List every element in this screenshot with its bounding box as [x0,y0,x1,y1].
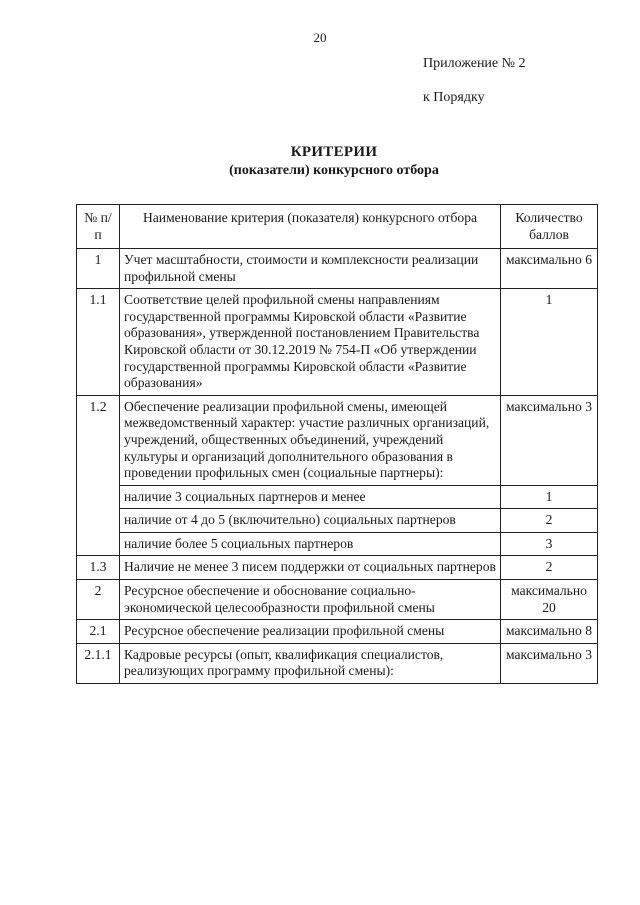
row-score: максимально 20 [501,579,598,619]
appendix-number: Приложение № 2 [423,56,526,71]
row-score: максимально 3 [501,643,598,683]
header-num: № п/п [77,205,120,249]
row-num: 2.1 [77,620,120,644]
table-row [77,289,598,395]
document-title: КРИТЕРИИ [290,144,378,160]
row-num: 1.1 [77,289,120,395]
row-name: Наличие не менее 3 писем поддержки от социальных партнеров [120,556,501,580]
row-num: 2.1.1 [77,643,120,683]
criteria-table [76,204,598,684]
page-number: 20 [313,30,327,45]
row-name: Кадровые ресурсы (опыт, квалификация специалистов, реализующих программу профильной смены): [120,643,501,683]
row-name: Соответствие целей профильной смены направлениям государственной программы Кировской области «Развитие образования», утвержденной постановлением Правительства Кировской области от 30.12.2019 № 754-П «Об утверждении государственной программы Кировской области «Развитие образования» [120,289,501,395]
document-subtitle: (показатели) конкурсного отбора [229,163,439,178]
table-row [77,249,598,289]
table-row [77,556,598,580]
row-score: 3 [501,532,598,556]
table-header-row [77,205,598,249]
table-row [77,509,598,533]
row-score: 1 [501,485,598,509]
table-row [77,532,598,556]
row-score: 2 [501,509,598,533]
header-name: Наименование критерия (показателя) конкурсного отбора [120,205,501,249]
row-name: Ресурсное обеспечение реализации профильной смены [120,620,501,644]
row-name: Ресурсное обеспечение и обоснование социально-экономической целесообразности профильной смены [120,579,501,619]
row-name: наличие от 4 до 5 (включительно) социальных партнеров [120,509,501,533]
row-num: 2 [77,579,120,619]
row-name: наличие более 5 социальных партнеров [120,532,501,556]
header-score: Количество баллов [501,205,598,249]
row-name: Обеспечение реализации профильной смены, имеющей межведомственный характер: участие различных организаций, учреждений, общественных объединений, учреждений культуры и организаций дополнительного образования в проведении профильных смен (социальные партнеры): [120,395,501,485]
row-score: максимально 3 [501,395,598,485]
row-score: максимально 6 [501,249,598,289]
row-num: 1 [77,249,120,289]
appendix-reference: к Порядку [423,90,485,105]
row-name: Учет масштабности, стоимости и комплексности реализации профильной смены [120,249,501,289]
row-score: максимально 8 [501,620,598,644]
row-name: наличие 3 социальных партнеров и менее [120,485,501,509]
row-score: 1 [501,289,598,395]
table-row [77,485,598,509]
row-num: 1.2 [77,395,120,556]
row-score: 2 [501,556,598,580]
table-row [77,395,598,485]
table-row [77,579,598,619]
table-row [77,643,598,683]
row-num: 1.3 [77,556,120,580]
table-row [77,620,598,644]
